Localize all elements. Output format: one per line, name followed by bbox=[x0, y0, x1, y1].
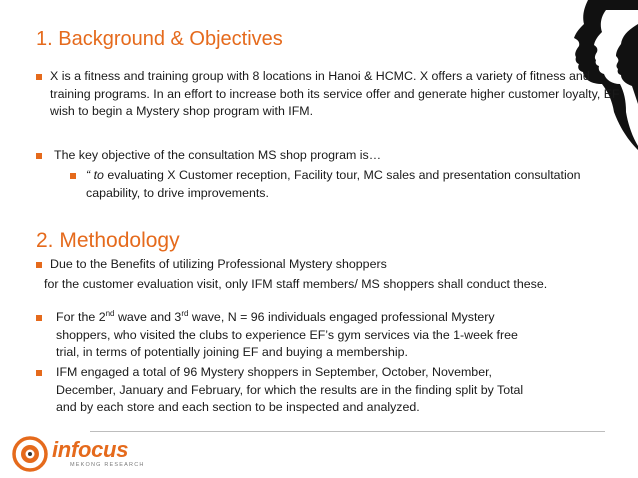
objective-detail-prefix: “ to bbox=[86, 168, 104, 182]
bullet-icon bbox=[36, 153, 42, 159]
bullet-icon bbox=[70, 173, 76, 179]
background-intro-text: X is a fitness and training group with 8 locations in Hanoi & HCMC. X offers a variety of fitness and training programs. In an effort to increase both its service offer and generate higher customer loyalty, EF wish to begin a Mystery shop program with IFM. bbox=[50, 69, 620, 118]
wave-part-1: For the 2 bbox=[56, 310, 106, 324]
objective-detail-rest: evaluating X Customer reception, Facility tour, MC sales and presentation consultation capability, to drive improvements. bbox=[86, 168, 581, 200]
wave-part-3: wave, N = 96 individuals engaged professional Mystery shoppers, who visited the clubs to experience EF’s gym services via the 1-week free trial, in terms of potentially joining EF and buying a membership. bbox=[56, 310, 518, 359]
bullet-icon bbox=[36, 262, 42, 268]
wave-part-2: wave and 3 bbox=[114, 310, 182, 324]
wave-text bbox=[56, 309, 526, 362]
objective-text: The key objective of the consultation MS shop program is… bbox=[54, 148, 382, 162]
bullet-icon bbox=[36, 315, 42, 321]
bullet-icon bbox=[36, 74, 42, 80]
objective-detail-text bbox=[86, 167, 616, 202]
logo-wordmark: infocus bbox=[52, 437, 129, 462]
engaged-text: IFM engaged a total of 96 Mystery shoppers in September, October, November, December, January and February, for which the results are in the finding split by Total and by each store and each section to be inspected and analyzed. bbox=[56, 365, 524, 414]
wave-superscript-1: nd bbox=[105, 308, 115, 318]
bullet-icon bbox=[36, 370, 42, 376]
wave-superscript-2: rd bbox=[181, 308, 189, 318]
section-title-background: 1. Background & Objectives bbox=[36, 28, 283, 50]
footer-divider bbox=[90, 431, 605, 432]
section-title-methodology: 2. Methodology bbox=[36, 229, 180, 252]
benefits-text: Due to the Benefits of utilizing Professional Mystery shoppers bbox=[50, 257, 387, 271]
logo-tagline: MEKONG RESEARCH bbox=[70, 462, 145, 468]
benefits-continuation-text: for the customer evaluation visit, only IFM staff members/ MS shoppers shall conduct these. bbox=[44, 277, 548, 291]
